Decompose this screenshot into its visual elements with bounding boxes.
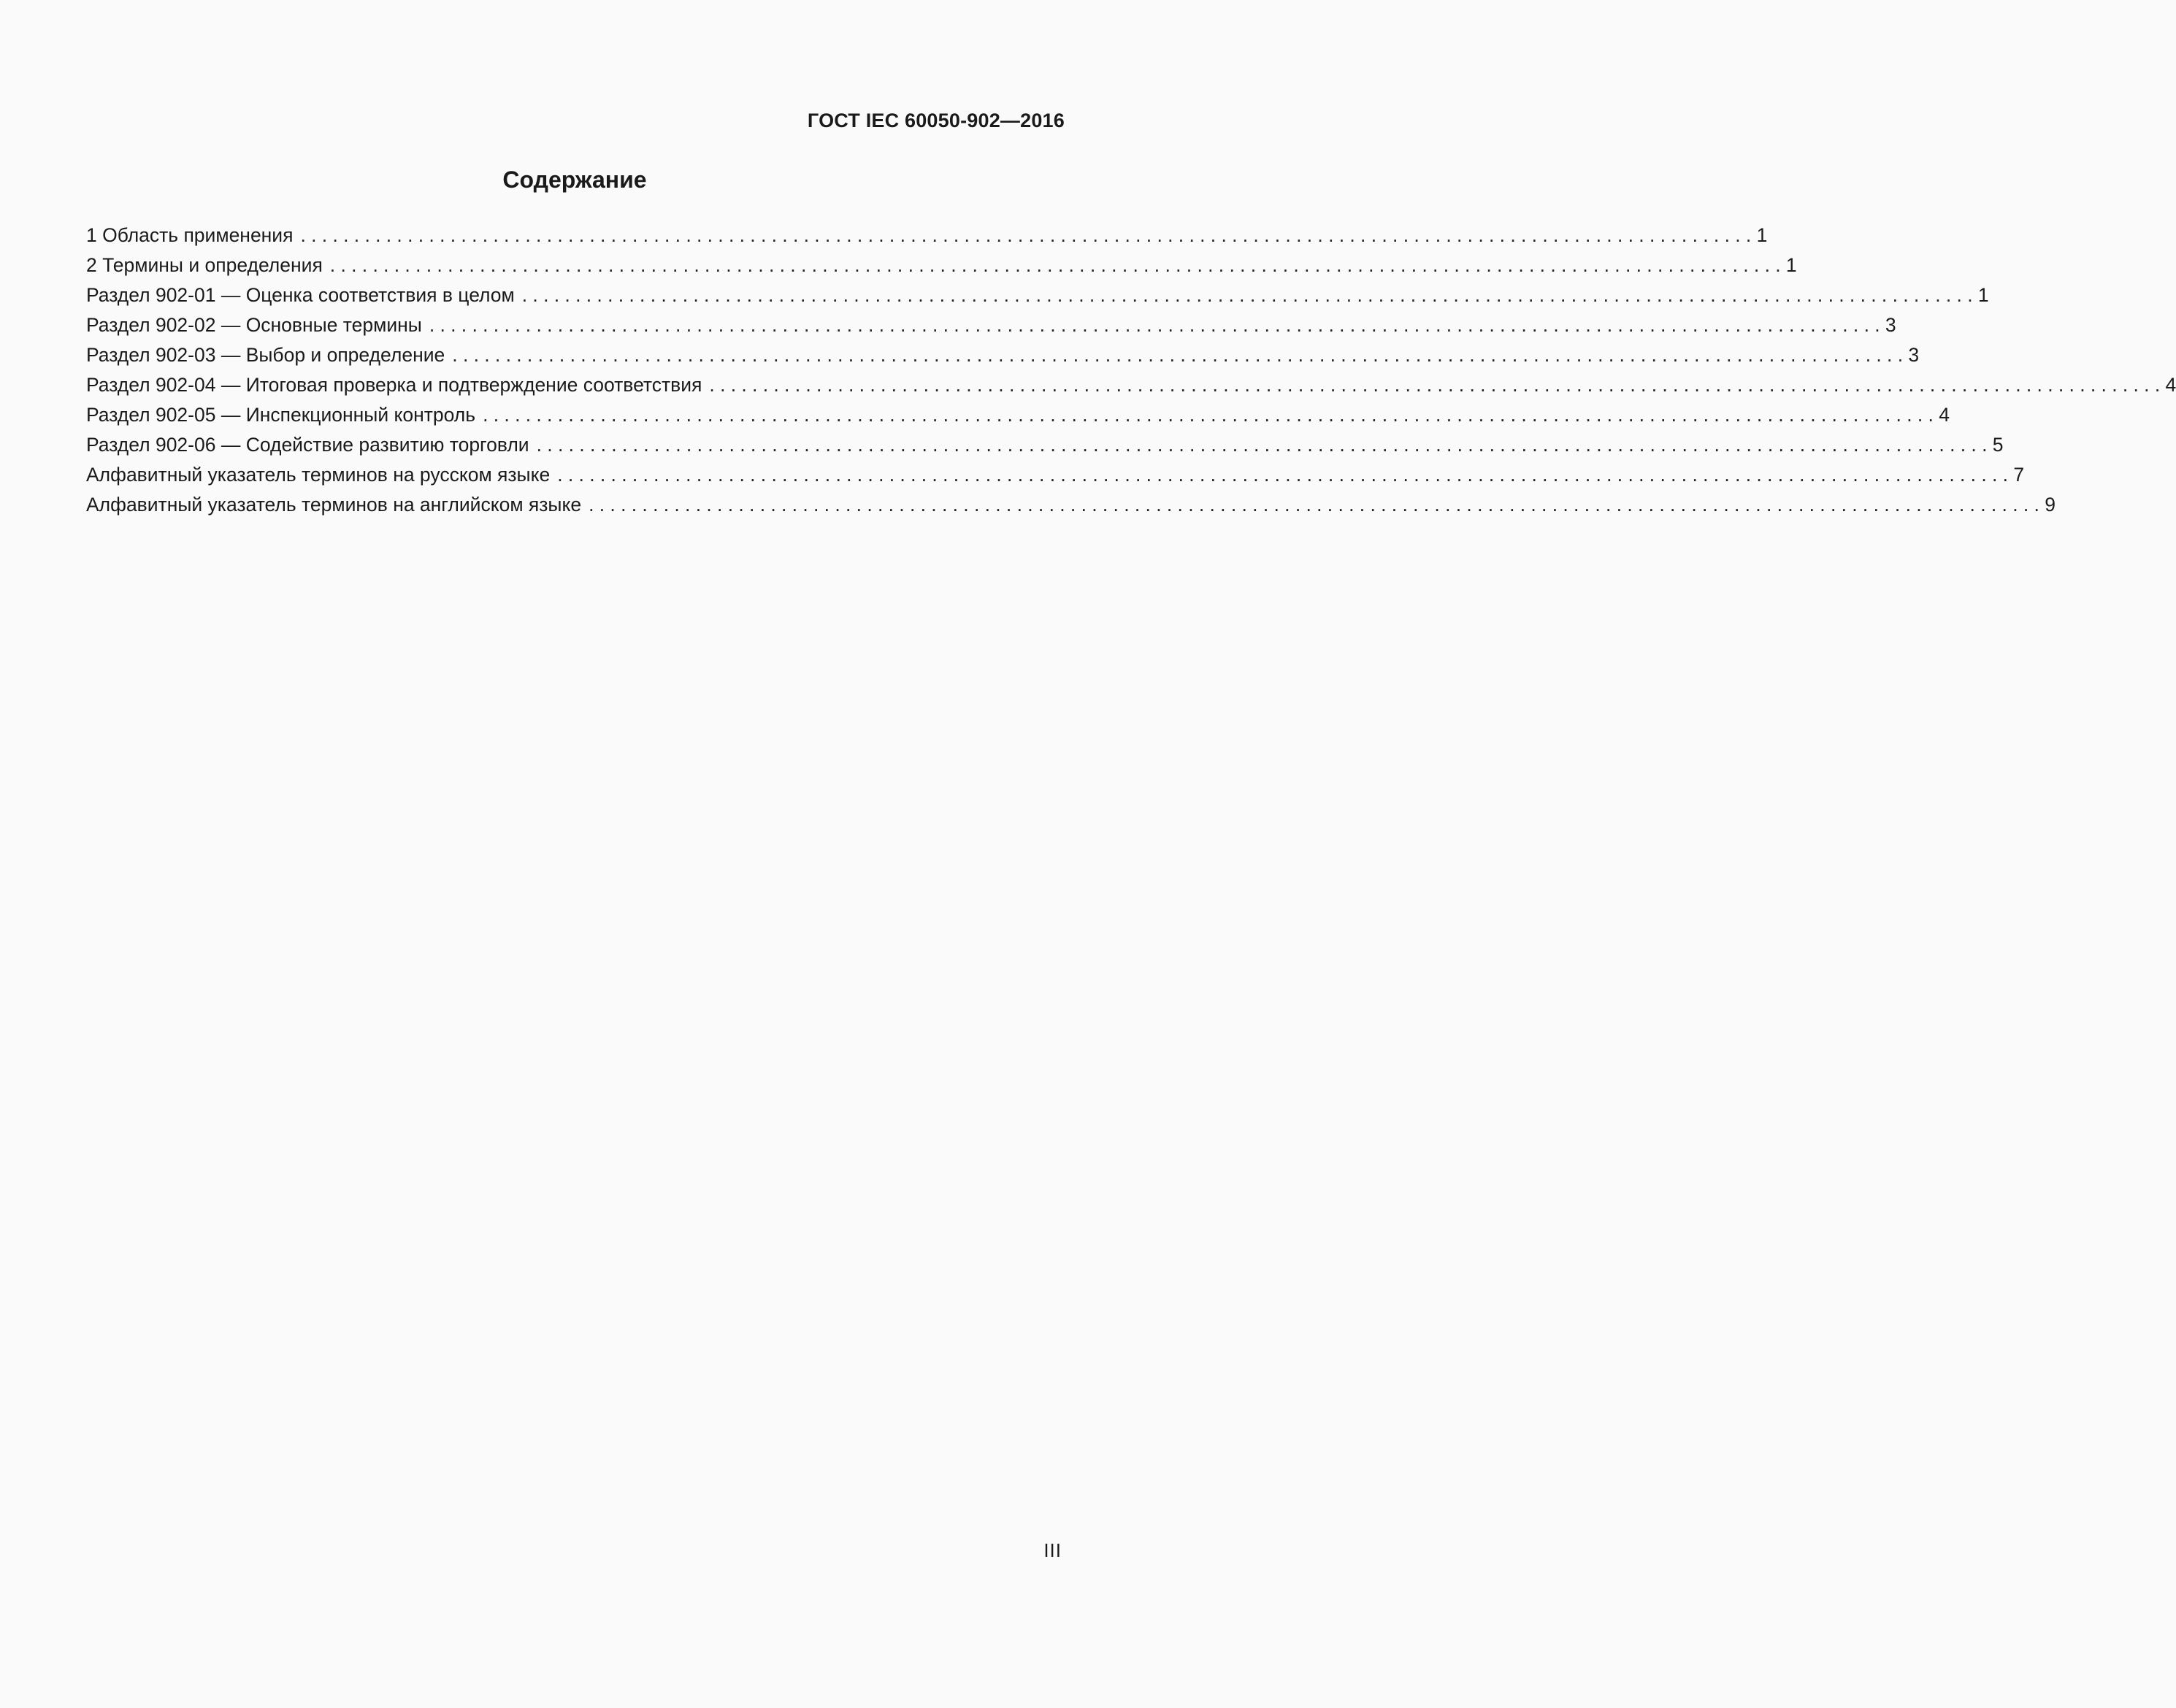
dot-leader: ........................................................................................................................................ xyxy=(452,344,1909,366)
dot-leader: ........................................................................................................................................ xyxy=(429,314,1885,336)
toc-entry-label: 1 Область применения xyxy=(86,224,294,246)
dot-leader: ........................................................................................................................................ xyxy=(557,464,2014,486)
document-code: ГОСТ IEC 60050-902—2016 xyxy=(807,110,1065,131)
toc-entry[interactable] xyxy=(86,430,2004,460)
toc-entry-label: Раздел 902-02 — Основные термины xyxy=(86,314,422,336)
toc-entry[interactable] xyxy=(86,340,1920,370)
toc-entry-label: Раздел 902-05 — Инспекционный контроль xyxy=(86,404,476,426)
page-number: III xyxy=(1043,1539,1062,1561)
toc-entry-label: Алфавитный указатель терминов на русском языке xyxy=(86,464,551,486)
toc-entry[interactable] xyxy=(86,280,1989,310)
toc-entry[interactable] xyxy=(86,310,1896,340)
toc-entry[interactable] xyxy=(86,250,1797,280)
toc-entry-page: 3 xyxy=(1885,314,1896,336)
toc-entry-page: 9 xyxy=(2045,494,2056,516)
dot-leader: ........................................................................................................................................ xyxy=(536,434,1993,456)
dot-leader: ........................................................................................................................................ xyxy=(483,404,1939,426)
dot-leader: ........................................................................................................................................ xyxy=(521,284,1978,306)
toc-entry-page: 4 xyxy=(1939,404,1950,426)
toc-entry-label: 2 Термины и определения xyxy=(86,254,323,276)
dot-leader: ........................................................................................................................................ xyxy=(300,224,1757,246)
toc-entry-label: Раздел 902-06 — Содействие развитию торговли xyxy=(86,434,529,456)
toc-entry-label: Раздел 902-03 — Выбор и определение xyxy=(86,344,445,366)
toc-entry-page: 1 xyxy=(1785,254,1797,276)
toc-entry-page: 5 xyxy=(1992,434,2004,456)
toc-entry[interactable] xyxy=(86,221,1768,250)
toc-entry-page: 1 xyxy=(1977,284,1989,306)
toc-entry[interactable] xyxy=(86,460,2025,490)
toc-entry-page: 3 xyxy=(1908,344,1920,366)
toc-entry-label: Раздел 902-01 — Оценка соответствия в целом xyxy=(86,284,515,306)
table-of-contents xyxy=(86,221,2176,520)
dot-leader: ........................................................................................................................................ xyxy=(329,254,1786,276)
dot-leader: ........................................................................................................................................ xyxy=(709,374,2166,396)
dot-leader: ........................................................................................................................................ xyxy=(589,494,2045,516)
toc-entry-label: Раздел 902-04 — Итоговая проверка и подтверждение соответствия xyxy=(86,374,702,396)
toc-entry-label: Алфавитный указатель терминов на английском языке xyxy=(86,494,582,516)
toc-title: Содержание xyxy=(502,166,647,193)
toc-entry[interactable] xyxy=(86,490,2056,520)
toc-entry[interactable] xyxy=(86,400,1950,430)
toc-entry-page: 4 xyxy=(2165,374,2176,396)
toc-entry-page: 7 xyxy=(2013,464,2025,486)
toc-entry[interactable] xyxy=(86,370,2176,400)
toc-entry-page: 1 xyxy=(1756,224,1768,246)
